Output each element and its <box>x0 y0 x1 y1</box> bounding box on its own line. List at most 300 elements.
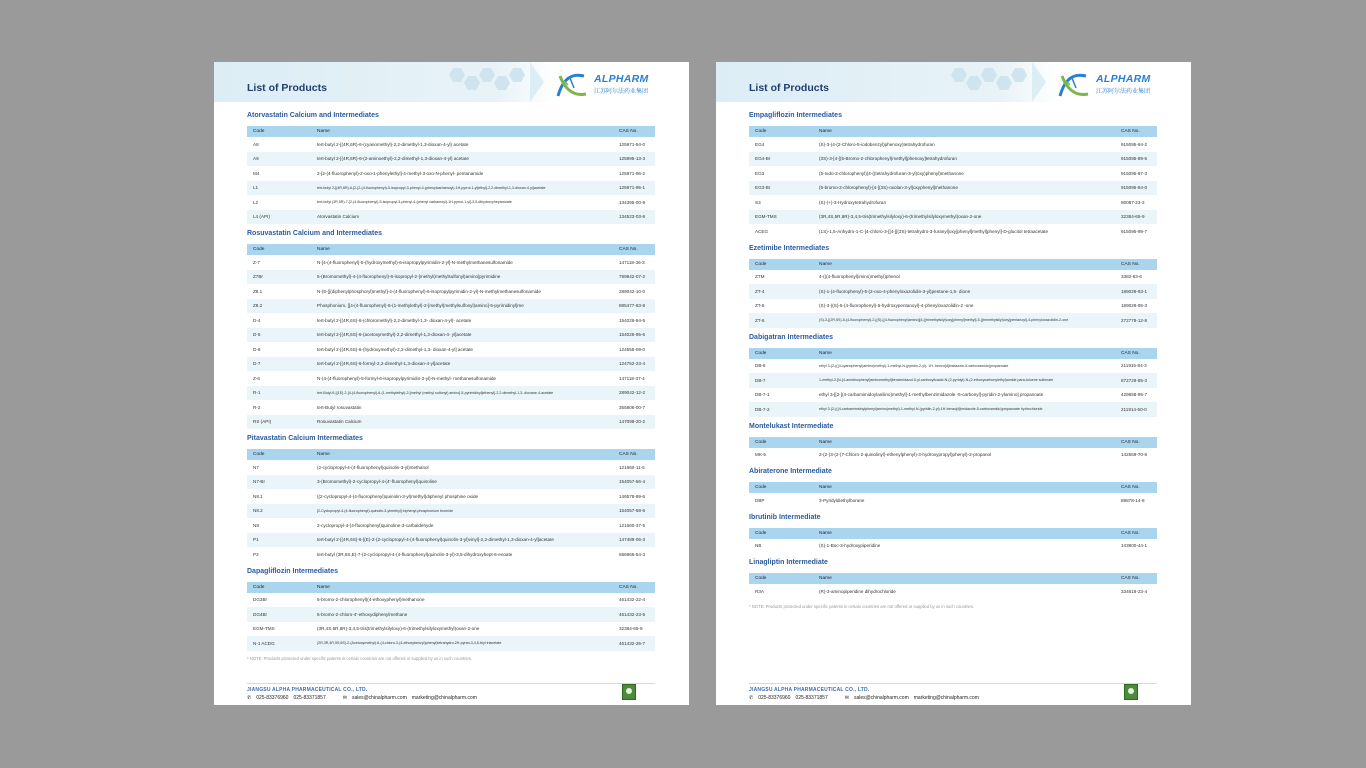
product-name: (S)-3-((S)-5-(4-fluorophenyl)-5-hydroxypentanoyl)-4-phenyloxazolidin-2 -one <box>813 299 1115 314</box>
product-cas: 334618-23-4 <box>1115 584 1157 599</box>
product-name: N-(4-(4-fluorophenyl)-5-formyl-6-isopropylpyrimidin-2-yl)-N-methyl- methanesulfonamide <box>311 371 613 386</box>
column-header: CAS No. <box>613 449 655 460</box>
table-header-row <box>749 482 1157 493</box>
product-code: L4 (API) <box>247 210 311 225</box>
column-header: CAS No. <box>1115 348 1157 359</box>
column-header: CAS No. <box>613 582 655 593</box>
decorative-hexagon <box>951 68 967 82</box>
product-code: Z-6 <box>247 371 311 386</box>
table-row <box>247 400 655 415</box>
logo-wordmark: ALPHARM <box>594 73 649 85</box>
product-code: D-7 <box>247 357 311 372</box>
product-cas: 461432-22-4 <box>613 593 655 608</box>
header-arrow <box>530 62 544 102</box>
column-header: Code <box>247 244 311 255</box>
patent-note: * NOTE: Products protected under specific patents in certain countries are not offered or supplied by us in such countries. <box>749 603 975 609</box>
product-cas: 429658-95-7 <box>1115 388 1157 403</box>
catalog-page-right <box>716 62 1191 705</box>
decorative-hexagon <box>449 68 465 82</box>
product-name: N-[4-(4-fluorophenyl)-5-(hydroxymethyl)-6-isopropylpyrimidin-2-yl]-N-methylmethanesulfonamide <box>311 255 613 270</box>
section-title: Atorvastatin Calcium and Intermediates <box>247 112 379 119</box>
table-header-row <box>749 573 1157 584</box>
product-cas: 32384-65-9 <box>1115 210 1157 225</box>
table-row <box>749 373 1157 388</box>
product-cas: 147098-20-2 <box>613 415 655 430</box>
product-cas: 125995-13-3 <box>613 152 655 167</box>
product-table <box>749 126 1157 239</box>
product-name: 1-methyl-2-[N-[4-amidinophenyl]aminomethyl]benzimidazol-5-yl-carboxylicacid-N-(2-pyridyl)-N-(2-ethoxycarbonylethyl)amide para-toluene sulfonate <box>813 373 1115 388</box>
header-arrow <box>1032 62 1046 102</box>
table-header-row <box>749 528 1157 539</box>
table-row <box>247 313 655 328</box>
product-name: Rosuvastatin Calcium <box>311 415 613 430</box>
table-row <box>247 415 655 430</box>
footer-contacts <box>749 695 984 701</box>
footer-phone-1: 025-83376960 <box>758 695 791 701</box>
product-name: (S)-3-(4-(2-Chloro-5-iodobenzyl)phenoxy)tetrahydrofuran <box>813 137 1115 152</box>
product-code: EGM-TMS <box>247 622 311 637</box>
product-code: DG4Br <box>247 607 311 622</box>
column-header: Name <box>311 582 613 593</box>
product-name: ethyl 3-(2-(((4-cyanophenyl)amino)methyl)-1-methyl-N-(pyridin-2-yl)- 1H- benzo[d]imidazole-5-carboxamido)propanoate <box>813 359 1115 374</box>
table-header-row <box>247 244 655 255</box>
table-row <box>247 357 655 372</box>
section-title: Abiraterone Intermediate <box>749 468 832 475</box>
product-cas: 134395-00-9 <box>613 195 655 210</box>
product-name: (S)-(+)-3-Hydroxytetrahydrofuran <box>813 195 1115 210</box>
table-row <box>247 299 655 314</box>
product-code: RS (API) <box>247 415 311 430</box>
decorative-hexagon <box>509 68 525 82</box>
table-row <box>247 504 655 519</box>
table-row <box>749 210 1157 225</box>
table-row <box>247 593 655 608</box>
product-name: 2-cyclopropyl-4-(4-fluorophenyl)quinoline-3-carbaldehyde <box>311 518 613 533</box>
table-row <box>247 284 655 299</box>
product-table <box>749 259 1157 328</box>
product-name: 2-(2-(3-(2-(7-Chloro-2-quinolinyl)-ethenylphenyl)-3-hydroxypropyl)phenyl)-2-propanol <box>813 448 1115 463</box>
table-row <box>749 137 1157 152</box>
email-icon: ✉ <box>844 695 849 701</box>
email-icon: ✉ <box>342 695 347 701</box>
decorative-hexagon <box>464 76 480 90</box>
product-name: (S)-3-[(2R,5S)-5-(4-fluorophenyl)-2-[(S)-[(4-fluorophenyl)amino][4-[(trimethylsilyl)oxy]phenyl]methyl]-5-[(trimethylsilyl)oxy]pentanoyl]-4-phenyloxazolidin-2-one <box>813 313 1115 328</box>
product-cas: 154057-56-4 <box>613 475 655 490</box>
table-row <box>749 313 1157 328</box>
column-header: Name <box>311 126 613 137</box>
product-name: tert-butyl 2-[(4R,6R)-6-(cyanomethyl)-2,2-dimethyl-1,3-dioxan-4-yl) acetate <box>311 137 613 152</box>
product-cas: 272778-12-8 <box>1115 313 1157 328</box>
section-title: Ezetimibe Intermediates <box>749 244 830 252</box>
product-code: N8.1 <box>247 489 311 504</box>
product-cas: 32384-65-9 <box>613 622 655 637</box>
product-name: 3-(Bromomethyl)-2-cyclopropyl-4-(4'-fluorophenyl)quinoline <box>311 475 613 490</box>
certification-badge-icon <box>622 684 636 700</box>
product-name: tert-butyl 2-[(4R,6S)-6-(hydroxymethyl)-2,2-dimethyl-1,3- dioxan-4-yl] acetate <box>311 342 613 357</box>
table-row <box>749 584 1157 599</box>
table-row <box>247 636 655 651</box>
catalog-page-left <box>214 62 689 705</box>
product-cas: 154026-95-6 <box>613 328 655 343</box>
product-name: (S)-1-Boc-3-hydroxypiperidine <box>813 539 1115 554</box>
column-header: Name <box>311 449 613 460</box>
column-header: CAS No. <box>1115 482 1157 493</box>
product-cas: 134523-03-8 <box>613 210 655 225</box>
product-code: A8 <box>247 137 311 152</box>
decorative-hexagon <box>966 76 982 90</box>
column-header: CAS No. <box>613 244 655 255</box>
product-cas: 147489-06-3 <box>613 533 655 548</box>
product-cas: 124655-09-0 <box>613 342 655 357</box>
table-row <box>247 270 655 285</box>
product-code: Z8.1 <box>247 284 311 299</box>
product-name: tert-butyl 2-[(4R,6S)-6-(chloromethyl)-2,2-dimethyl-1,3- dioxan-4-yl)- acetate <box>311 313 613 328</box>
column-header: Code <box>749 348 813 359</box>
product-code: Z-7 <box>247 255 311 270</box>
column-header: Name <box>813 259 1115 270</box>
table-row <box>247 371 655 386</box>
product-name: (3S)-3-[4-[(5-Bromo-2-chlorophenyl)methyl]phenoxy]tetrahydrofuran <box>813 152 1115 167</box>
table-row <box>749 402 1157 417</box>
product-name: (1S)-1,5-Anhydro-1-C-[4-chloro-3-[[4-[[(3S)-tetrahydro-3-furanyl]oxy]phenyl]methyl]phenyl]-D-glucitol tetraacetate <box>813 224 1115 239</box>
section-title: Montelukast Intermediate <box>749 422 834 430</box>
product-cas: 915095-89-5 <box>1115 152 1157 167</box>
product-cas: 355806-00-7 <box>613 400 655 415</box>
product-cas: 289042-12-2 <box>613 386 655 401</box>
product-name: (2-cyclopropyl-4-(4-fluorophenyl)quinolin-3-yl)methanol <box>311 460 613 475</box>
table-header-row <box>247 126 655 137</box>
product-cas: 3382-63-6 <box>1115 270 1157 285</box>
product-cas: 125971-94-0 <box>613 137 655 152</box>
product-table <box>247 244 655 429</box>
table-header-row <box>749 437 1157 448</box>
product-cas: 121660-37-5 <box>613 518 655 533</box>
table-row <box>247 342 655 357</box>
footer-email-2[interactable]: marketing@chinalpharm.com <box>411 695 477 701</box>
product-name: [2-Cyclopropyl-4-(4-fluorophenyl)-quinolin-3-ylmethyl] triphenyl-phosphonium bromide <box>311 504 613 519</box>
product-name: 5-bromo-2-chloro-4'-ethoxydiphenylmethane <box>311 607 613 622</box>
column-header: Name <box>813 437 1115 448</box>
column-header: Code <box>749 126 813 137</box>
product-cas: 125971-95-1 <box>613 181 655 196</box>
product-name: tert-butyl 2-[(4R,6S)-6-[(E)-2-(2-cyclopropyl-4-(4-fluorophenyl)quinolin-3-yl)vinyl]-2,2-dimethyl-1,3-dioxan-4-yl]acetate <box>311 533 613 548</box>
table-row <box>749 181 1157 196</box>
column-header: Name <box>813 348 1115 359</box>
product-code: DBP <box>749 493 813 508</box>
product-cas: 154026-94-5 <box>613 313 655 328</box>
table-row <box>247 195 655 210</box>
product-code: P2 <box>247 547 311 562</box>
product-name: Atorvastatin Calcium <box>311 210 613 225</box>
table-row <box>247 533 655 548</box>
column-header: Name <box>813 528 1115 539</box>
product-cas: 915095-84-0 <box>1115 181 1157 196</box>
table-row <box>247 255 655 270</box>
table-row <box>247 518 655 533</box>
table-row <box>749 359 1157 374</box>
column-header: Code <box>749 259 813 270</box>
patent-note: * NOTE: Products protected under specific patents in certain countries are not offered or supplied by us in such countries. <box>247 655 473 661</box>
table-row <box>247 475 655 490</box>
product-cas: 86087-23-2 <box>1115 195 1157 210</box>
product-cas: 461432-25-7 <box>613 636 655 651</box>
decorative-hexagon <box>1011 68 1027 82</box>
column-header: CAS No. <box>1115 437 1157 448</box>
product-name: (S)-1-(4-fluorophenyl)-5-(2-oxo-4-phenyloxazolidin-3-yl)pentane-1,5- dione <box>813 284 1115 299</box>
company-logo <box>554 70 664 100</box>
product-code: N8.2 <box>247 504 311 519</box>
product-name: ((2-cyclopropyl-4-(4-fluorophenyl)quinolin-3-yl)methyl)diphenyl phosphine oxide <box>311 489 613 504</box>
table-row <box>247 166 655 181</box>
page-footer <box>247 683 655 705</box>
product-cas: 211914-50-0 <box>1115 402 1157 417</box>
product-cas: 189028-95-3 <box>1115 299 1157 314</box>
product-name: 5-(Bromomethyl)-4-(4-fluorophenyl)-6-isopropyl-2-[methyl(methylsulfonyl)amino]pyrimidine <box>311 270 613 285</box>
table-row <box>749 448 1157 463</box>
table-row <box>247 607 655 622</box>
product-code: EG3-Br <box>749 181 813 196</box>
product-table <box>749 437 1157 463</box>
product-table <box>247 449 655 562</box>
company-logo <box>1056 70 1166 100</box>
product-code: DG3Br <box>247 593 311 608</box>
product-table <box>247 126 655 224</box>
product-cas: 147118-36-3 <box>613 255 655 270</box>
section-title: Rosuvastatin Calcium and Intermediates <box>247 230 382 237</box>
product-code: N7 <box>247 460 311 475</box>
footer-email-1[interactable]: sales@chinalpharm.com <box>351 695 407 701</box>
table-row <box>749 388 1157 403</box>
product-table <box>749 573 1157 599</box>
table-row <box>247 622 655 637</box>
table-row <box>749 195 1157 210</box>
dna-logo-icon <box>554 70 590 100</box>
footer-contacts <box>247 695 482 701</box>
product-code: EG4-Br <box>749 152 813 167</box>
page-footer <box>749 683 1157 705</box>
product-code: A9 <box>247 152 311 167</box>
column-header: Name <box>813 126 1115 137</box>
logo-chinese-name: 江苏阿尔法药业集团 <box>594 89 649 95</box>
product-code: S3 <box>749 195 813 210</box>
product-name: Phosphonium, [[4-(4-fluorophenyl)-6-(1-methylethyl)-2-[methyl(methylsulfonyl)amino]-5-pyrimidinyl]me <box>311 299 613 314</box>
product-name: (2R,3R,4R,5S,6S)-2-(Acetoxymethyl)-6-(4-chloro-3-(4-ethoxybenzyl)phenyl)tetrahydro-2H-pyran-3,4,5-triyl triacetate <box>311 636 613 651</box>
section-title: Empagliflozin Intermediates <box>749 112 842 119</box>
product-name: tert-Butyl rosuvastatin <box>311 400 613 415</box>
product-code: N-1 ACDG <box>247 636 311 651</box>
product-code: ZTM <box>749 270 813 285</box>
product-name: tert-butyl (3R,5S,E)-7-(2-cyclopropyl-4-(4-fluorophenyl)quinolin-3-yl)-3,5-dihydroxyhept-6-enoate <box>311 547 613 562</box>
column-header: Code <box>247 126 311 137</box>
table-header-row <box>247 449 655 460</box>
product-code: DB-7 <box>749 373 813 388</box>
table-row <box>749 224 1157 239</box>
product-code: P1 <box>247 533 311 548</box>
product-name: tert-butyl 2-[(4R,6S)-6-formyl-2,2-dimethyl-1,3-dioxan-4-yl]acetate <box>311 357 613 372</box>
product-code: Z8.2 <box>247 299 311 314</box>
table-row <box>247 460 655 475</box>
table-row <box>247 386 655 401</box>
product-cas: 211915-84-3 <box>1115 359 1157 374</box>
product-code: ZT-6 <box>749 313 813 328</box>
section-title: Linagliptin Intermediate <box>749 559 828 566</box>
product-cas: 915095-99-7 <box>1115 224 1157 239</box>
product-code: DB-7-1 <box>749 388 813 403</box>
product-code: MK-5 <box>749 448 813 463</box>
product-table <box>247 582 655 651</box>
product-code: Z7Br <box>247 270 311 285</box>
footer-company: JIANGSU ALPHA PHARMACEUTICAL CO., LTD. <box>749 687 870 693</box>
table-row <box>247 489 655 504</box>
table-row <box>247 547 655 562</box>
table-row <box>749 166 1157 181</box>
column-header: Name <box>813 573 1115 584</box>
product-cas: 89878-14-8 <box>1115 493 1157 508</box>
product-name: (5-Iodo-2-chlorophenyl)(4-((tetrahydrofuran-3-yl)oxy)phenyl)methanone <box>813 166 1115 181</box>
decorative-hexagon <box>479 68 495 82</box>
page-header <box>214 62 689 102</box>
product-name: 5-bromo-2-chlorophenyl)(4-ethoxyphenyl)methanone <box>311 593 613 608</box>
table-header-row <box>247 582 655 593</box>
product-name: (3R,4S,5R,6R)-3,4,5-tris(trimethylsilyloxy)-6-(trimethylsilyloxymethyl)oxan-2-one <box>311 622 613 637</box>
product-name: tert-butyl 2-[(4R,6R)-6-(2-aminoethyl)-2,2-dimethyl-1,3-dioxan-4-yl) acetate <box>311 152 613 167</box>
product-code: EGM-TMS <box>749 210 813 225</box>
column-header: CAS No. <box>1115 259 1157 270</box>
product-cas: 915095-94-2 <box>1115 137 1157 152</box>
product-name: 4-(((4-fluorophenyl)imino)methyl)phenol <box>813 270 1115 285</box>
product-code: M4 <box>247 166 311 181</box>
table-row <box>749 284 1157 299</box>
product-code: ZT-5 <box>749 299 813 314</box>
product-code: D-5 <box>247 328 311 343</box>
column-header: CAS No. <box>1115 126 1157 137</box>
phone-icon: ✆ <box>749 695 754 701</box>
footer-email-1[interactable]: sales@chinalpharm.com <box>853 695 909 701</box>
product-code: ACEG <box>749 224 813 239</box>
product-name: tert-Butyl 6-[(1E)-2-[4-(4-fluorophenyl)-6-(1-methylethyl)-2-[methyl (methyl sulfonyl) amino]-5-pyrimidinyl]ethenyl]-2,2-dimethyl-1,3- dioxane-4-acetate <box>311 386 613 401</box>
product-cas: 461432-23-5 <box>613 607 655 622</box>
product-cas: 189028-93-1 <box>1115 284 1157 299</box>
product-cas: 872728-85-3 <box>1115 373 1157 388</box>
product-code: L2 <box>247 195 311 210</box>
product-code: L1 <box>247 181 311 196</box>
product-code: R3A <box>749 584 813 599</box>
phone-icon: ✆ <box>247 695 252 701</box>
product-cas: 146578-99-6 <box>613 489 655 504</box>
product-code: D-6 <box>247 342 311 357</box>
product-code: D-4 <box>247 313 311 328</box>
table-row <box>749 299 1157 314</box>
product-name: (5-bromo-2-chlorophenyl)-[4-[(3S)-oxolan-3-yl]oxyphenyl]methanone <box>813 181 1115 196</box>
section-title: Pitavastatin Calcium Intermediates <box>247 435 363 442</box>
column-header: CAS No. <box>1115 528 1157 539</box>
footer-phone-1: 025-83376960 <box>256 695 289 701</box>
table-row <box>749 270 1157 285</box>
table-header-row <box>749 348 1157 359</box>
product-name: (R)-3-aminopiperidine dihydrochloride <box>813 584 1115 599</box>
section-title: Ibrutinib Intermediate <box>749 513 821 521</box>
column-header: Code <box>749 528 813 539</box>
product-code: N7-Br <box>247 475 311 490</box>
column-header: Code <box>247 582 311 593</box>
product-cas: 143900-44-1 <box>1115 539 1157 554</box>
footer-phone-2: 025-83371857 <box>293 695 326 701</box>
product-name: 3-Pyridyldiethylborane <box>813 493 1115 508</box>
column-header: CAS No. <box>613 126 655 137</box>
table-row <box>749 152 1157 167</box>
column-header: Code <box>247 449 311 460</box>
column-header: Code <box>749 437 813 448</box>
footer-email-2[interactable]: marketing@chinalpharm.com <box>913 695 979 701</box>
product-name: ethyl 3-[[2-[(4-carbamimidoylanilino)methyl]-1-methylbenzimidazole -5-carbonyl]-pyridin-2-ylamino] propanoate <box>813 388 1115 403</box>
column-header: CAS No. <box>1115 573 1157 584</box>
section-title: Dabigatran Intermediates <box>749 333 834 341</box>
page-content <box>247 106 655 661</box>
product-code: NB <box>749 539 813 554</box>
table-row <box>247 210 655 225</box>
product-name: tert-butyl (3R,5R)-7-[2-(4-fluorophenyl)-5-isopropyl-3-phenyl-4-(phenyl carbamoyl)-1H-pyrrol-1-yl]-3,5-dihydroxyheptanoate <box>311 195 613 210</box>
table-row <box>247 328 655 343</box>
product-code: DB-7-2 <box>749 402 813 417</box>
product-cas: 289042-10-0 <box>613 284 655 299</box>
product-code: N8 <box>247 518 311 533</box>
product-cas: 586966-54-3 <box>613 547 655 562</box>
product-cas: 915095-87-3 <box>1115 166 1157 181</box>
page-title: List of Products <box>749 82 829 94</box>
footer-phone-2: 025-83371857 <box>795 695 828 701</box>
product-code: ZT-4 <box>749 284 813 299</box>
table-row <box>247 181 655 196</box>
product-name: (3R,4S,5R,6R)-3,4,5-tris(trimethylsilyloxy)-6-(trimethylsilyloxymethyl)oxan-2-one <box>813 210 1115 225</box>
decorative-hexagon <box>494 76 510 90</box>
page-content <box>749 106 1157 609</box>
table-row <box>749 539 1157 554</box>
table-row <box>247 137 655 152</box>
product-cas: 799842-07-2 <box>613 270 655 285</box>
product-name: tert-butyl 2-[(4R,6R)-6-[2-[2-(4-fluorophenyl)-5-isopropyl-3-phenyl-4-(phenylcarbamoyl)-1H-pyrrol-1-yl]ethyl]-2,2-dimethyl-1,3-dioxan-4-yl]acetate <box>311 181 613 196</box>
product-cas: 147118-37-4 <box>613 371 655 386</box>
column-header: Code <box>749 482 813 493</box>
product-cas: 885477-83-8 <box>613 299 655 314</box>
product-table <box>749 482 1157 508</box>
dna-logo-icon <box>1056 70 1092 100</box>
column-header: Code <box>749 573 813 584</box>
section-title: Dapagliflozin Intermediates <box>247 567 339 575</box>
logo-wordmark: ALPHARM <box>1096 73 1151 85</box>
product-table <box>749 528 1157 554</box>
table-row <box>749 493 1157 508</box>
product-code: EG3 <box>749 166 813 181</box>
product-code: R-1 <box>247 386 311 401</box>
product-code: DB-6 <box>749 359 813 374</box>
logo-chinese-name: 江苏阿尔法药业集团 <box>1096 89 1151 95</box>
product-code: EG4 <box>749 137 813 152</box>
table-row <box>247 152 655 167</box>
product-name: 2-[2-(4-fluorophenyl)-2-oxo-1-phenylethyl]-4-methyl-3-oxo-N-phenyl- pentanamide <box>311 166 613 181</box>
product-cas: 154057-58-6 <box>613 504 655 519</box>
page-title: List of Products <box>247 82 327 94</box>
decorative-hexagon <box>996 76 1012 90</box>
product-name: N-(5-{[(diphenylphosphoryl)methyl]-4-(4-fluorophenyl)-6-isopropylpyrimidin-2-yl)-N-methylmethanesulfonamide <box>311 284 613 299</box>
table-header-row <box>749 259 1157 270</box>
column-header: Name <box>311 244 613 255</box>
product-name: ethyl 3-(2-(((4-carbamimidoylphenyl)amino)methyl)-1-methyl-N-(pyridin-2-yl)-1H-benzo[d]imidazole-5-carboxamido)propanoate hydrochloride <box>813 402 1115 417</box>
product-cas: 124752-23-4 <box>613 357 655 372</box>
page-header <box>716 62 1191 102</box>
product-code: R-2 <box>247 400 311 415</box>
product-name: tert-butyl 2-[(4R,6S)-6-(acetoxymethyl)-2,2-dimethyl-1,3-dioxan-4- yl]acetate <box>311 328 613 343</box>
product-cas: 125971-96-2 <box>613 166 655 181</box>
